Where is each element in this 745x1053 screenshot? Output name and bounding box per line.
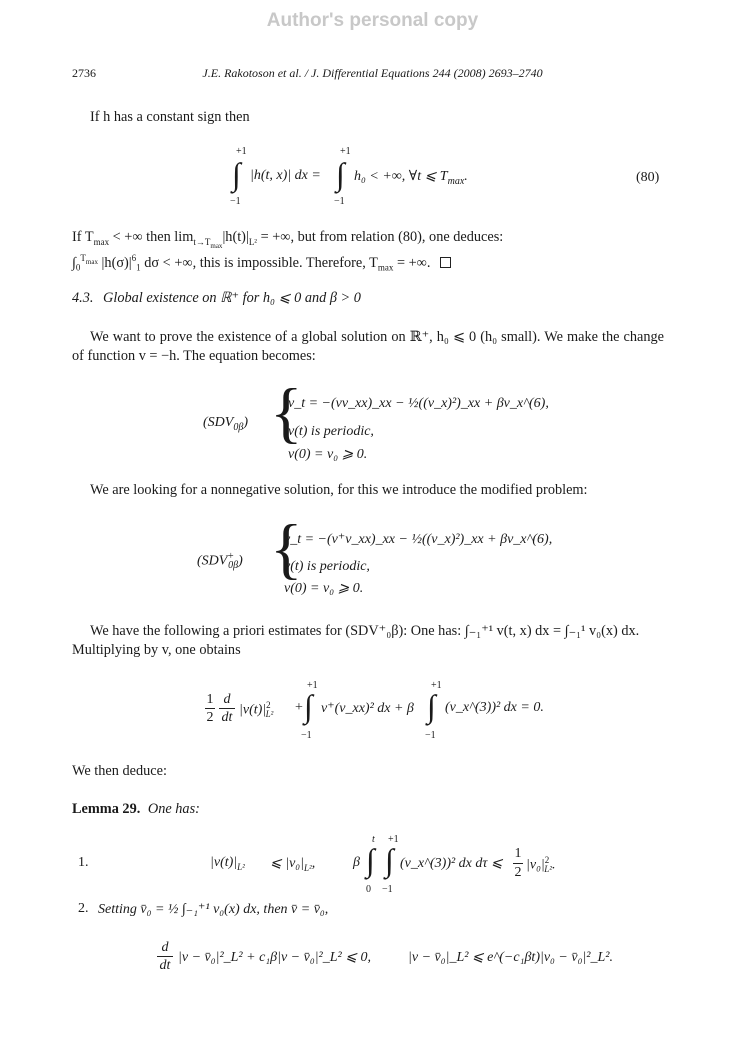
- eq80-lhs: |h(t, x)| dx =: [250, 168, 321, 183]
- equation-tag-80: (80): [636, 170, 660, 185]
- watermark: Author's personal copy: [266, 10, 479, 31]
- energy-upper-1: +1: [307, 680, 318, 691]
- lemma-item1-equation: [210, 834, 570, 896]
- eq80-integral-2: ∫: [336, 156, 345, 192]
- item1-upper-1: +1: [388, 834, 399, 845]
- system-sdv-plus-line3: v(0) = v₀ ⩾ 0.: [284, 581, 364, 596]
- item1-lower-1: −1: [382, 884, 393, 895]
- item1-lhs: $|v(t)|_{L^2}$: [210, 855, 245, 872]
- system-sdv-label: $(SDV_{0\beta})$: [203, 415, 248, 433]
- energy-frac-num: 1: [206, 692, 214, 707]
- paragraph-constant-sign: If h has a constant sign then: [90, 109, 250, 125]
- section-heading: [72, 290, 361, 307]
- energy-norm: $|v(t)|^2_{L^2}$: [239, 700, 274, 720]
- energy-plus: +: [295, 700, 303, 715]
- system-sdv-line2: v(t) is periodic,: [288, 424, 374, 439]
- eq80-rhs: h₀ < +∞, ∀t ⩽ $T_{max}$.: [354, 169, 468, 187]
- paragraph-tmax-line2: $\int_0^{T_{max}}$ $|h(\sigma)|^6_1$ dσ < +∞, this is impossible. Therefore, $T_{max}$ = +∞.: [72, 249, 664, 278]
- energy-equation: [205, 680, 545, 744]
- system-sdv-plus-brace: {: [270, 510, 303, 586]
- paragraph-apriori: We have the following a priori estimates for (SDV⁺₀β): One has: ∫₋₁⁺¹ v(t, x) dx = ∫₋₁¹ v₀(x) dx.: [90, 623, 640, 639]
- item2-d-den: dt: [159, 958, 171, 973]
- lemma-item2-text: Setting v̄₀ = ½ ∫₋₁⁺¹ v₀(x) dx, then v̄ = v̄₀,: [98, 902, 329, 917]
- lemma-item2-number: 2.: [78, 901, 89, 916]
- paragraph-nonnegative: We are looking for a nonnegative solution, for this we introduce the modified problem:: [90, 482, 588, 498]
- lemma-item1-number: 1.: [78, 855, 89, 870]
- energy-frac-bar: [205, 708, 215, 709]
- item2-eq-left: |v − v̄₀|²_L² + c₁β|v − v̄₀|²_L² ⩽ 0,: [178, 950, 371, 965]
- item2-d-bar: [157, 956, 173, 957]
- running-title: J.E. Rakotoson et al. / J. Differential Equations 244 (2008) 2693–2740: [202, 66, 543, 80]
- energy-d-num: d: [223, 692, 231, 707]
- eq80-integral-1: ∫: [232, 156, 241, 192]
- energy-lower-2: −1: [425, 730, 436, 741]
- eq80-lower-2: −1: [334, 196, 345, 207]
- item1-mid: ⩽ $|v_0|_{L^2}$,: [270, 856, 316, 873]
- system-sdv-plus-line2: v(t) is periodic,: [284, 559, 370, 574]
- system-sdv-line3: v(0) = v₀ ⩾ 0.: [288, 447, 368, 462]
- item1-upper-t: t: [372, 834, 375, 845]
- eq80-upper-2: +1: [340, 146, 351, 157]
- energy-frac-den: 2: [206, 710, 214, 725]
- energy-upper-2: +1: [431, 680, 442, 691]
- energy-term1: v⁺(v_xx)² dx + β: [321, 701, 414, 716]
- page-number: 2736: [72, 66, 96, 80]
- eq80-upper-1: +1: [236, 146, 247, 157]
- lemma-heading: [72, 801, 200, 818]
- lemma-statement: One has:: [147, 801, 200, 817]
- item2-d-num: d: [161, 940, 169, 955]
- system-sdv-line1: v_t = −(vv_xx)_xx − ½((v_x)²)_xx + βv_x^(6),: [288, 396, 549, 411]
- paragraph-deduce: We then deduce:: [72, 763, 167, 779]
- item1-rhs: $|v_0|^2_{L^2}$.: [526, 855, 556, 875]
- paragraph-multiplying: Multiplying by v, one obtains: [72, 642, 241, 658]
- paragraph-global-solution: We want to prove the existence of a global solution on ℝ⁺, h₀ ⩽ 0 (h₀ small). We make the change of function v = −h. The equation becomes:: [72, 329, 664, 364]
- item1-frac-den: 2: [514, 865, 522, 880]
- energy-lower-1: −1: [301, 730, 312, 741]
- energy-integral-1: ∫: [304, 688, 313, 724]
- item1-frac-num: 1: [514, 846, 522, 861]
- item1-frac-bar: [513, 863, 523, 864]
- lemma-item2-equation: [158, 940, 618, 984]
- eq80-lower-1: −1: [230, 196, 241, 207]
- system-sdv-brace: {: [270, 374, 303, 450]
- energy-integral-2: ∫: [427, 688, 436, 724]
- item1-lower-0: 0: [366, 884, 371, 895]
- item1-beta: β: [353, 855, 360, 870]
- energy-d-den: dt: [221, 710, 233, 725]
- item1-integral-1: ∫: [366, 842, 375, 878]
- energy-term2: (v_x^(3))² dx = 0.: [445, 700, 544, 715]
- system-sdv-plus-line1: v_t = −(v⁺v_xx)_xx − ½((v_x)²)_xx + βv_x^(6),: [284, 532, 553, 547]
- energy-d-bar: [219, 708, 235, 709]
- item1-integral-2: ∫: [385, 842, 394, 878]
- paragraph-tmax-line1: If $T_{max}$ < +∞ then $\lim_{t\to T_{max}}|h(t)|_{L^2}$ = +∞, but from relation (80), one deduces:: [72, 229, 504, 250]
- system-sdv-plus-label: $(SDV^+_{0\beta})$: [197, 551, 243, 572]
- qed-box: [440, 257, 451, 268]
- section-title: Global existence on ℝ⁺ for h₀ ⩽ 0 and β > 0: [103, 290, 361, 306]
- lemma-title: Lemma 29.: [72, 801, 141, 817]
- section-number: 4.3.: [72, 290, 94, 306]
- item1-integrand: (v_x^(3))² dx dτ ⩽: [400, 856, 503, 871]
- item2-eq-right: |v − v̄₀|_L² ⩽ e^(−c₁βt)|v₀ − v̄₀|²_L².: [408, 950, 613, 965]
